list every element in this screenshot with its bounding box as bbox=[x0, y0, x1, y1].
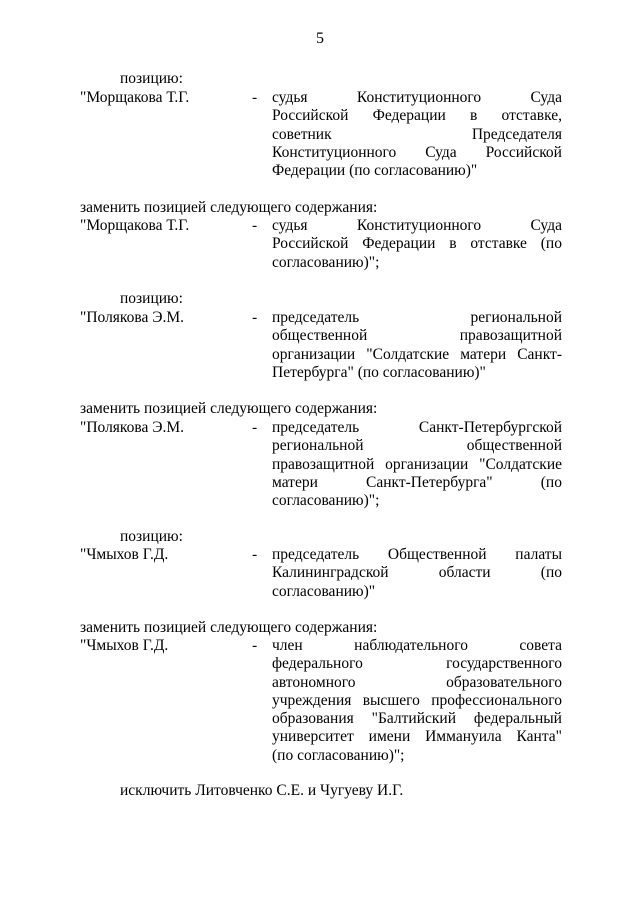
description-line bbox=[272, 327, 562, 345]
description-word: правозащитной bbox=[272, 455, 375, 473]
description-word: председатель bbox=[272, 546, 360, 563]
position-label: позицию: bbox=[120, 290, 183, 307]
description-word: "Солдатские bbox=[479, 455, 562, 473]
description-line bbox=[272, 728, 562, 746]
description-word: Суда bbox=[425, 143, 457, 161]
description-word: федерального bbox=[272, 655, 363, 673]
description-line bbox=[272, 637, 562, 655]
description-word: организации bbox=[272, 345, 356, 363]
replace-label: заменить позицией следующего содержания: bbox=[80, 400, 378, 417]
description-word: судья bbox=[272, 89, 308, 106]
description-word: матери bbox=[272, 473, 318, 491]
description-word: Федерации bbox=[362, 235, 436, 253]
description-word: правозащитной bbox=[459, 327, 562, 345]
description-word: Калининградской bbox=[272, 564, 389, 582]
entry-dash: - bbox=[252, 637, 258, 654]
description-word: региональной bbox=[272, 437, 364, 455]
page-number: 5 bbox=[316, 30, 324, 47]
description-word: Санкт-Петербурга" bbox=[366, 473, 493, 491]
description-word: Конституционного bbox=[356, 89, 482, 106]
description-word: судья bbox=[272, 217, 308, 234]
description-word: общественной bbox=[466, 437, 562, 455]
entry-dash: - bbox=[252, 217, 258, 234]
entry-dash: - bbox=[252, 309, 258, 326]
description-line bbox=[272, 107, 562, 125]
description-word: советник bbox=[272, 125, 332, 143]
description-word: высшего bbox=[362, 691, 420, 709]
description-word: "Балтийский bbox=[371, 710, 457, 728]
description-line bbox=[272, 546, 562, 564]
description-line bbox=[272, 235, 562, 253]
description-line bbox=[272, 144, 562, 162]
entry-name: "Полякова Э.М. bbox=[80, 419, 185, 436]
description-word: автономного bbox=[272, 673, 356, 691]
description-word: Федерации bbox=[372, 107, 446, 125]
description-last-line: согласованию)"; bbox=[272, 492, 380, 510]
description-word: государственного bbox=[446, 655, 562, 673]
entry-description bbox=[272, 89, 562, 180]
description-last-line: (по согласованию)"; bbox=[272, 746, 405, 764]
description-last-line: согласованию)"; bbox=[272, 253, 380, 271]
description-word: (по bbox=[540, 564, 562, 582]
description-line bbox=[272, 692, 562, 710]
description-word: Председателя bbox=[471, 125, 562, 143]
description-word: учреждения bbox=[272, 691, 352, 709]
exclude-text: исключить Литовченко С.Е. и Чугуеву И.Г. bbox=[120, 782, 404, 799]
description-line bbox=[272, 309, 562, 327]
description-line bbox=[272, 419, 562, 437]
description-line bbox=[272, 126, 562, 144]
description-word: Санкт-Петербургской bbox=[418, 419, 562, 436]
description-word: отставке, bbox=[501, 107, 562, 125]
description-line bbox=[272, 437, 562, 455]
description-word: "Солдатские bbox=[366, 345, 450, 363]
description-word: (по bbox=[540, 235, 562, 253]
description-word: профессионального bbox=[431, 691, 562, 709]
description-line bbox=[272, 674, 562, 692]
replace-label: заменить позицией следующего содержания: bbox=[80, 619, 378, 636]
entry-dash: - bbox=[252, 546, 258, 563]
description-word: член bbox=[272, 637, 303, 654]
description-word: в bbox=[449, 235, 457, 253]
entry-name: "Морщакова Т.Г. bbox=[80, 89, 190, 106]
description-line bbox=[272, 456, 562, 474]
description-word: Конституционного bbox=[356, 217, 482, 234]
description-line bbox=[272, 710, 562, 728]
description-word: региональной bbox=[470, 309, 562, 326]
entry-name: "Полякова Э.М. bbox=[80, 309, 185, 326]
description-line bbox=[272, 346, 562, 364]
description-word: Российской bbox=[272, 235, 349, 253]
replace-label: заменить позицией следующего содержания: bbox=[80, 199, 378, 216]
description-word: Российской bbox=[485, 143, 562, 161]
description-word: имени bbox=[368, 728, 411, 746]
entry-name: "Морщакова Т.Г. bbox=[80, 217, 190, 234]
entry-description bbox=[272, 637, 562, 765]
description-word: Канта" bbox=[516, 728, 562, 746]
description-word: Иммануила bbox=[425, 728, 502, 746]
description-word: отставке bbox=[470, 235, 527, 253]
description-word: Суда bbox=[530, 89, 562, 106]
description-word: Конституционного bbox=[272, 143, 397, 161]
position-label: позицию: bbox=[120, 528, 183, 545]
entry-description bbox=[272, 546, 562, 601]
description-word: Российской bbox=[272, 107, 349, 125]
description-word: Общественной bbox=[387, 546, 487, 563]
description-word: палаты bbox=[515, 546, 562, 563]
description-word: (по bbox=[540, 473, 562, 491]
description-line bbox=[272, 217, 562, 235]
entry-description bbox=[272, 309, 562, 382]
description-line bbox=[272, 89, 562, 107]
position-label: позицию: bbox=[120, 70, 183, 87]
description-last-line: Петербурга" (по согласованию)" bbox=[272, 363, 486, 381]
description-word: образования bbox=[272, 710, 354, 728]
description-word: университет bbox=[272, 728, 354, 746]
description-word: в bbox=[470, 107, 478, 125]
description-line bbox=[272, 564, 562, 582]
description-word: матери bbox=[460, 345, 507, 363]
description-word: председатель bbox=[272, 419, 360, 436]
description-word: области bbox=[438, 564, 491, 582]
description-word: организации bbox=[385, 455, 469, 473]
description-word: Суда bbox=[530, 217, 562, 234]
description-word: наблюдательного bbox=[354, 637, 468, 654]
description-word: председатель bbox=[272, 309, 360, 326]
entry-dash: - bbox=[252, 89, 258, 106]
entry-name: "Чмыхов Г.Д. bbox=[80, 546, 169, 563]
description-line bbox=[272, 655, 562, 673]
entry-name: "Чмыхов Г.Д. bbox=[80, 637, 169, 654]
description-word: федеральный bbox=[473, 710, 562, 728]
description-last-line: Федерации (по согласованию)" bbox=[272, 162, 478, 180]
description-word: Санкт- bbox=[517, 345, 562, 363]
description-word: совета bbox=[519, 637, 562, 654]
description-last-line: согласованию)" bbox=[272, 582, 376, 600]
description-word: общественной bbox=[272, 327, 368, 345]
description-line bbox=[272, 474, 562, 492]
entry-description bbox=[272, 419, 562, 510]
entry-description bbox=[272, 217, 562, 272]
entry-dash: - bbox=[252, 419, 258, 436]
description-word: образовательного bbox=[446, 673, 562, 691]
